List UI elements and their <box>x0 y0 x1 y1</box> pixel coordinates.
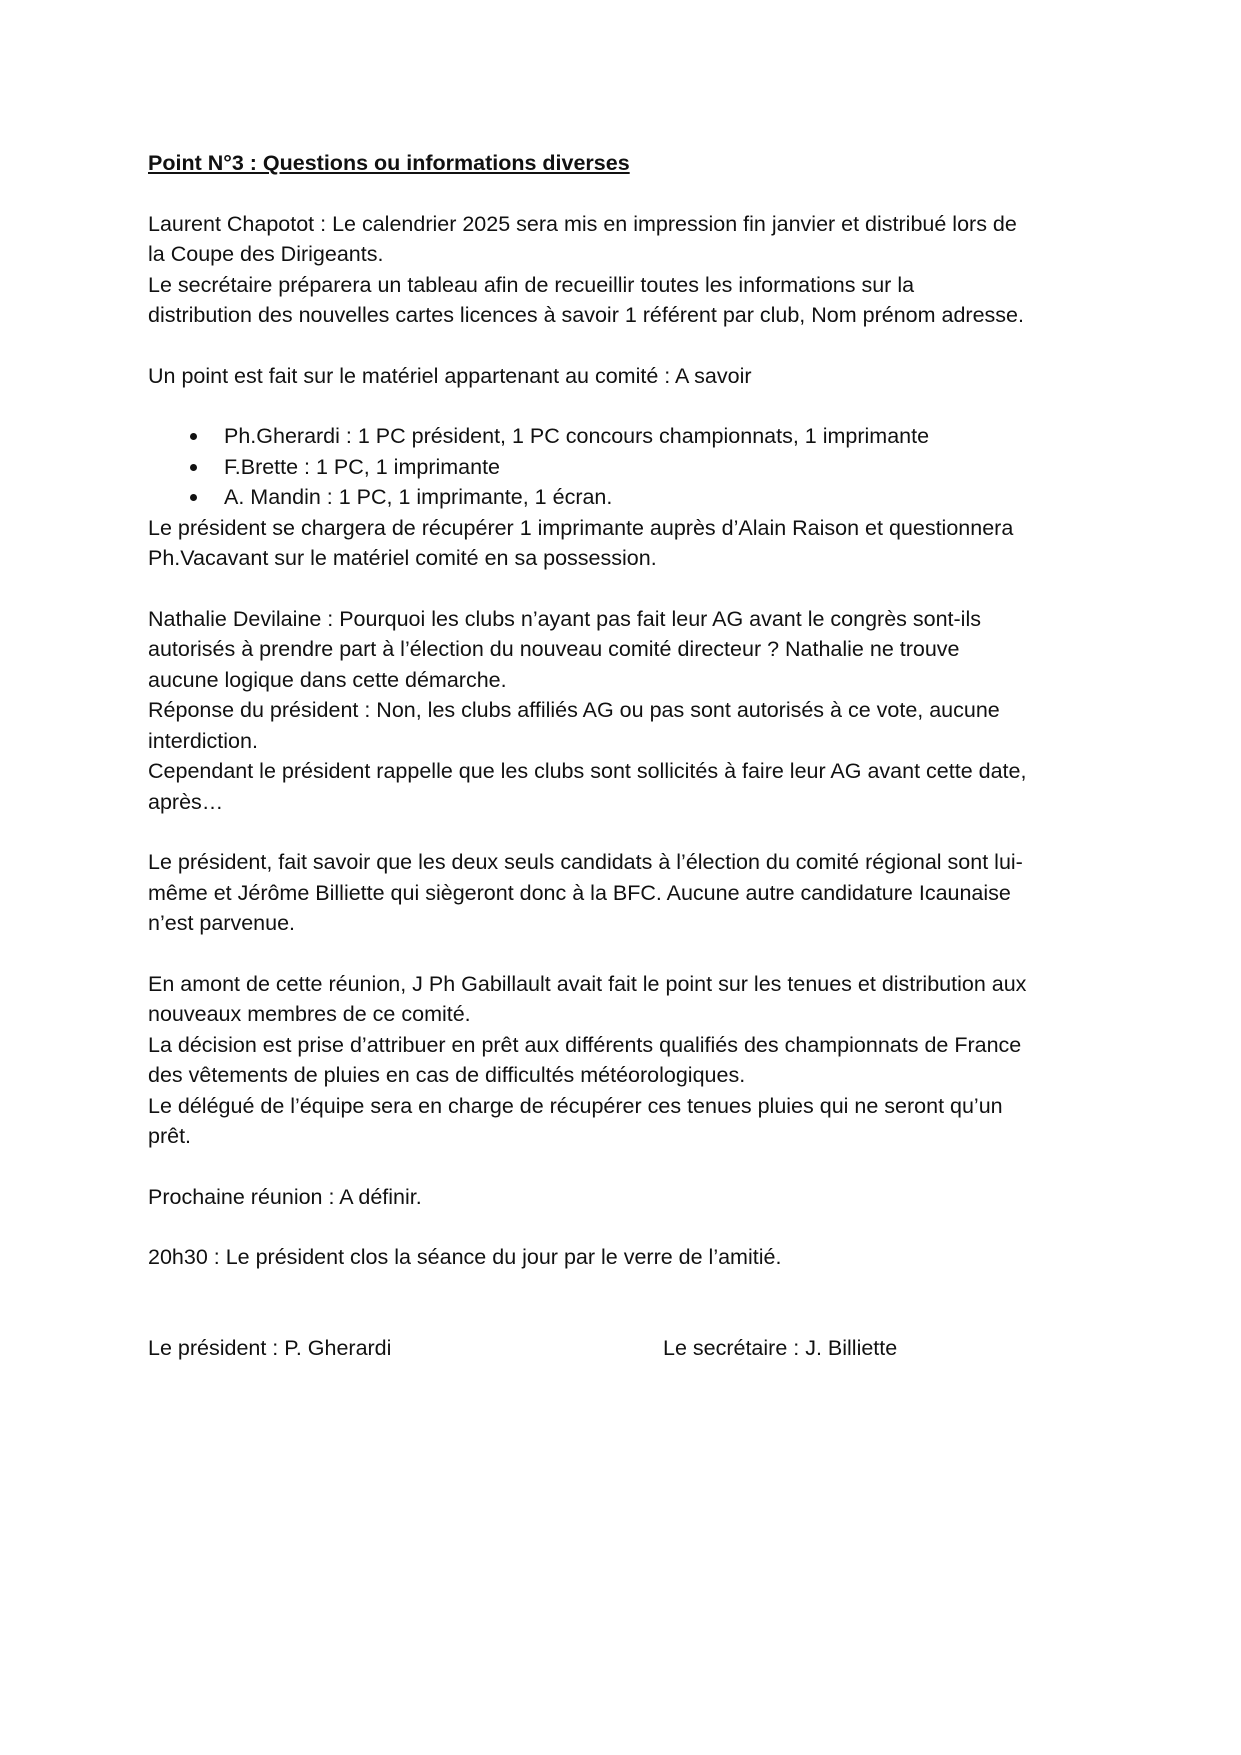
text-line: Réponse du président : Non, les clubs affiliés AG ou pas sont autorisés à ce vote, aucune <box>148 698 1000 722</box>
secretary-signature: Le secrétaire : J. Billiette <box>663 1335 898 1360</box>
paragraph-regional-candidates <box>148 847 1108 939</box>
text-line: aucune logique dans cette démarche. <box>148 667 507 692</box>
bullet-icon <box>190 464 197 471</box>
list-item <box>190 482 1108 513</box>
text-line: nouveaux membres de ce comité. <box>148 1002 471 1026</box>
list-item <box>190 452 1108 483</box>
text-line: La décision est prise d’attribuer en prêt aux différents qualifiés des championnats de France <box>148 1032 1022 1057</box>
paragraph-election-question <box>148 604 1108 818</box>
list-item-text: Ph.Gherardi : 1 PC président, 1 PC concours championnats, 1 imprimante <box>224 424 930 448</box>
text-line: Nathalie Devilaine : Pourquoi les clubs n’ayant pas fait leur AG avant le congrès sont-ils <box>148 606 981 631</box>
signature-block <box>148 1333 1108 1363</box>
list-item-text: A. Mandin : 1 PC, 1 imprimante, 1 écran. <box>224 485 613 509</box>
text-line: Le président, fait savoir que les deux seuls candidats à l’élection du comité régional sont lui- <box>148 850 1023 874</box>
text-line: interdiction. <box>148 728 258 753</box>
text-line: Laurent Chapotot : Le calendrier 2025 sera mis en impression fin janvier et distribué lors de <box>148 211 1017 236</box>
text-line: En amont de cette réunion, J Ph Gabillault avait fait le point sur les tenues et distribution aux <box>148 971 1027 996</box>
paragraph-calendar <box>148 209 1108 331</box>
next-meeting-text: Prochaine réunion : A définir. <box>148 1184 422 1209</box>
text-line: Ph.Vacavant sur le matériel comité en sa possession. <box>148 546 657 570</box>
text-line: Cependant le président rappelle que les clubs sont sollicités à faire leur AG avant cette date, <box>148 759 1027 783</box>
text-line: distribution des nouvelles cartes licences à savoir 1 référent par club, Nom prénom adresse. <box>148 303 1024 327</box>
list-item-text: F.Brette : 1 PC, 1 imprimante <box>224 454 501 479</box>
bullet-icon <box>190 433 197 440</box>
paragraph-closing <box>148 1242 1108 1273</box>
text-line: n’est parvenue. <box>148 911 296 935</box>
text-line: Un point est fait sur le matériel appartenant au comité : A savoir <box>148 363 752 388</box>
text-line: Le président se chargera de récupérer 1 imprimante auprès d’Alain Raison et questionnera <box>148 515 1014 540</box>
text-line: Le secrétaire préparera un tableau afin de recueillir toutes les informations sur la <box>148 272 915 297</box>
section-heading: Point N°3 : Questions ou informations diverses <box>148 151 630 175</box>
paragraph-outfits <box>148 969 1108 1152</box>
text-line: prêt. <box>148 1124 192 1148</box>
text-line: autorisés à prendre part à l’élection du nouveau comité directeur ? Nathalie ne trouve <box>148 637 960 661</box>
paragraph-equipment-followup <box>148 513 1108 574</box>
paragraph-next-meeting <box>148 1182 1108 1213</box>
president-signature: Le président : P. Gherardi <box>148 1335 392 1360</box>
closing-text: 20h30 : Le président clos la séance du jour par le verre de l’amitié. <box>148 1245 782 1269</box>
paragraph-equipment-intro <box>148 361 1108 392</box>
paragraph-equipment <box>148 421 1108 574</box>
text-line: Le délégué de l’équipe sera en charge de récupérer ces tenues pluies qui ne seront qu’un <box>148 1093 1003 1118</box>
text-line: des vêtements de pluies en cas de difficultés météorologiques. <box>148 1063 746 1087</box>
text-line: la Coupe des Dirigeants. <box>148 242 384 266</box>
equipment-list <box>148 421 1108 513</box>
text-line: même et Jérôme Billiette qui siègeront donc à la BFC. Aucune autre candidature Icaunaise <box>148 880 1011 905</box>
bullet-icon <box>190 494 197 501</box>
list-item <box>190 421 1108 452</box>
document-content <box>148 148 1108 1363</box>
text-line: après… <box>148 789 224 814</box>
